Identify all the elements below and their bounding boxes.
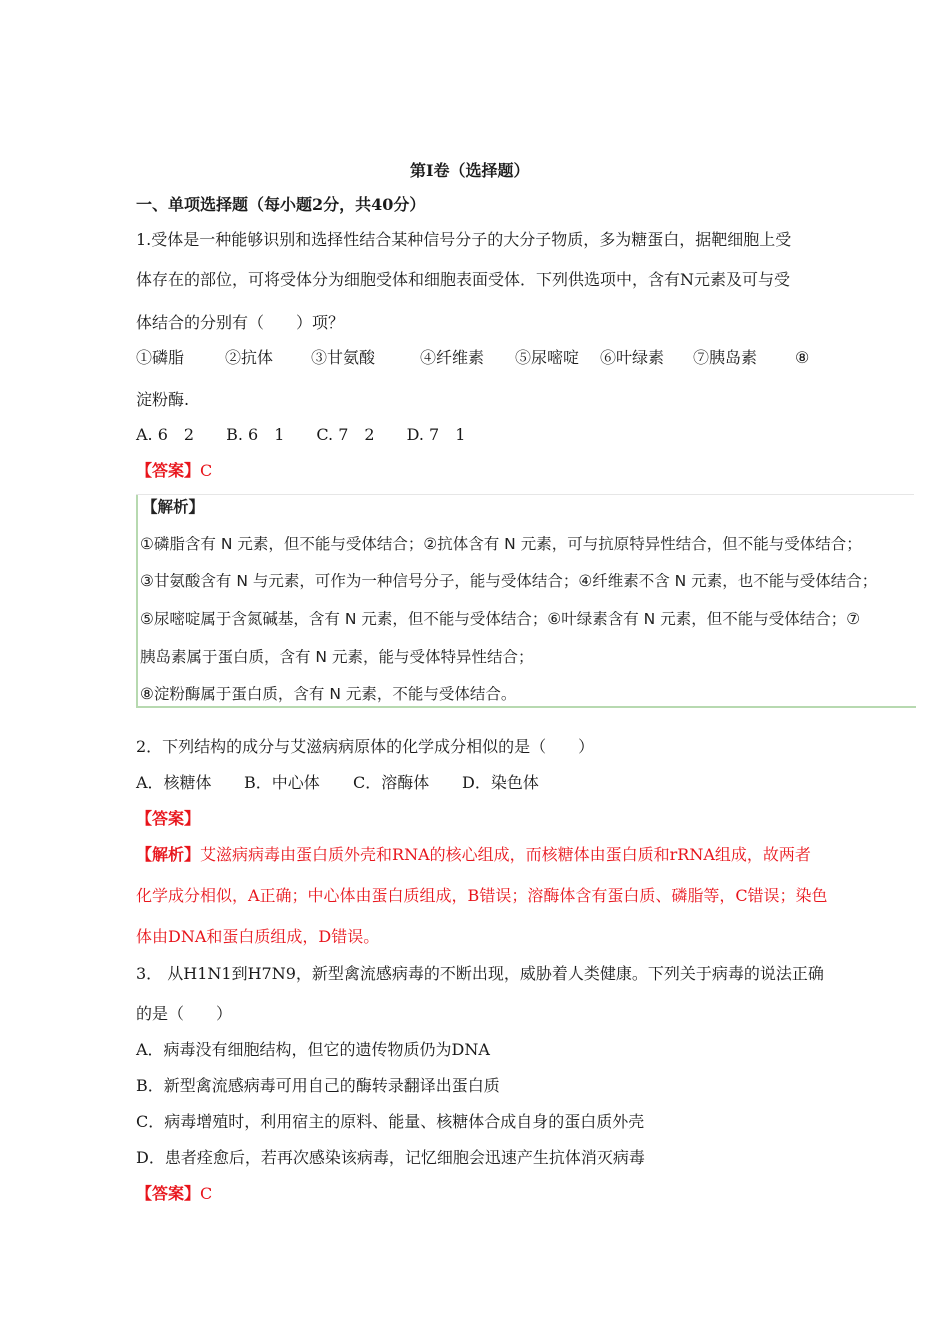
q1-item: ④纤维素 bbox=[420, 348, 485, 367]
q3-option: D．患者痊愈后，若再次感染该病毒，记忆细胞会迅速产生抗体消灭病毒 bbox=[136, 1148, 645, 1167]
q2-option: B．中心体 bbox=[244, 773, 320, 792]
answer-label: 【答案】 bbox=[136, 1184, 201, 1203]
analysis-box-top-divider bbox=[136, 494, 914, 495]
q1-item-continued: 淀粉酶. bbox=[136, 390, 190, 409]
analysis-box bbox=[136, 494, 916, 708]
q3-answer bbox=[136, 1184, 212, 1204]
q1-item: ③甘氨酸 bbox=[311, 348, 376, 367]
analysis-line: ①磷脂含有 N 元素，但不能与受体结合；②抗体含有 N 元素，可与抗原特异性结合，但不能与受体结合； bbox=[140, 535, 862, 553]
analysis-line: ③甘氨酸含有 N 与元素，可作为一种信号分子，能与受体结合；④纤维素不含 N 元素，也不能与受体结合； bbox=[140, 572, 878, 590]
q2-analysis-line-1 bbox=[136, 845, 811, 865]
q3-stem-line-1: 3． 从H1N1到H7N9，新型禽流感病毒的不断出现，威胁着人类健康。下列关于病毒的说法正确 bbox=[136, 964, 824, 983]
q1-answer bbox=[136, 461, 212, 481]
q2-stem: 2．下列结构的成分与艾滋病病原体的化学成分相似的是（ ） bbox=[136, 737, 595, 756]
q3-stem-line-2: 的是（ ） bbox=[136, 1004, 233, 1023]
q1-item: ①磷脂 bbox=[136, 348, 185, 367]
q1-stem-line-1: 1.受体是一种能够识别和选择性结合某种信号分子的大分子物质，多为糖蛋白，据靶细胞上受 bbox=[136, 230, 792, 249]
q1-item: ⑥叶绿素 bbox=[600, 348, 665, 367]
q3-option: C．病毒增殖时，利用宿主的原料、能量、核糖体合成自身的蛋白质外壳 bbox=[136, 1112, 645, 1131]
q2-analysis-line-2: 化学成分相似，A正确；中心体由蛋白质组成，B错误；溶酶体含有蛋白质、磷脂等，C错误；染色 bbox=[136, 886, 828, 905]
q1-stem-line-2: 体存在的部位，可将受体分为细胞受体和细胞表面受体．下列供选项中，含有N元素及可与受 bbox=[136, 270, 791, 289]
answer-value: C bbox=[200, 1184, 213, 1203]
answer-label: 【答案】 bbox=[136, 461, 201, 480]
answer-value: C bbox=[200, 461, 213, 480]
section-heading: 一、单项选择题（每小题2分，共40分） bbox=[136, 195, 426, 214]
analysis-line: ⑧淀粉酶属于蛋白质，含有 N 元素，不能与受体结合。 bbox=[140, 685, 517, 703]
q1-options: A. 6 2 B. 6 1 C. 7 2 D. 7 1 bbox=[136, 425, 466, 444]
q2-analysis-line-3: 体由DNA和蛋白质组成，D错误。 bbox=[136, 927, 380, 946]
analysis-line: 胰岛素属于蛋白质，含有 N 元素，能与受体特异性结合； bbox=[140, 648, 534, 666]
page-title: 第Ⅰ卷（选择题） bbox=[410, 161, 530, 180]
q1-stem-line-3: 体结合的分别有（ ）项？ bbox=[136, 313, 345, 332]
q1-item: ⑦胰岛素 bbox=[693, 348, 758, 367]
q1-item: ⑧ bbox=[795, 348, 810, 367]
q2-answer-label: 【答案】 bbox=[136, 809, 201, 828]
analysis-line: ⑤尿嘧啶属于含氮碱基，含有 N 元素，但不能与受体结合；⑥叶绿素含有 N 元素，但不能与受体结合；⑦ bbox=[140, 610, 861, 628]
analysis-label: 【解析】 bbox=[136, 845, 201, 864]
q1-item: ②抗体 bbox=[225, 348, 274, 367]
q2-option: A．核糖体 bbox=[136, 773, 212, 792]
q2-option: C．溶酶体 bbox=[353, 773, 430, 792]
q3-option: A．病毒没有细胞结构，但它的遗传物质仍为DNA bbox=[136, 1040, 490, 1059]
q2-option: D．染色体 bbox=[462, 773, 539, 792]
analysis-heading: 【解析】 bbox=[142, 498, 205, 516]
q1-item: ⑤尿嘧啶 bbox=[515, 348, 580, 367]
q3-option: B．新型禽流感病毒可用自己的酶转录翻译出蛋白质 bbox=[136, 1076, 500, 1095]
analysis-text: 艾滋病病毒由蛋白质外壳和RNA的核心组成，而核糖体由蛋白质和rRNA组成，故两者 bbox=[200, 845, 811, 864]
